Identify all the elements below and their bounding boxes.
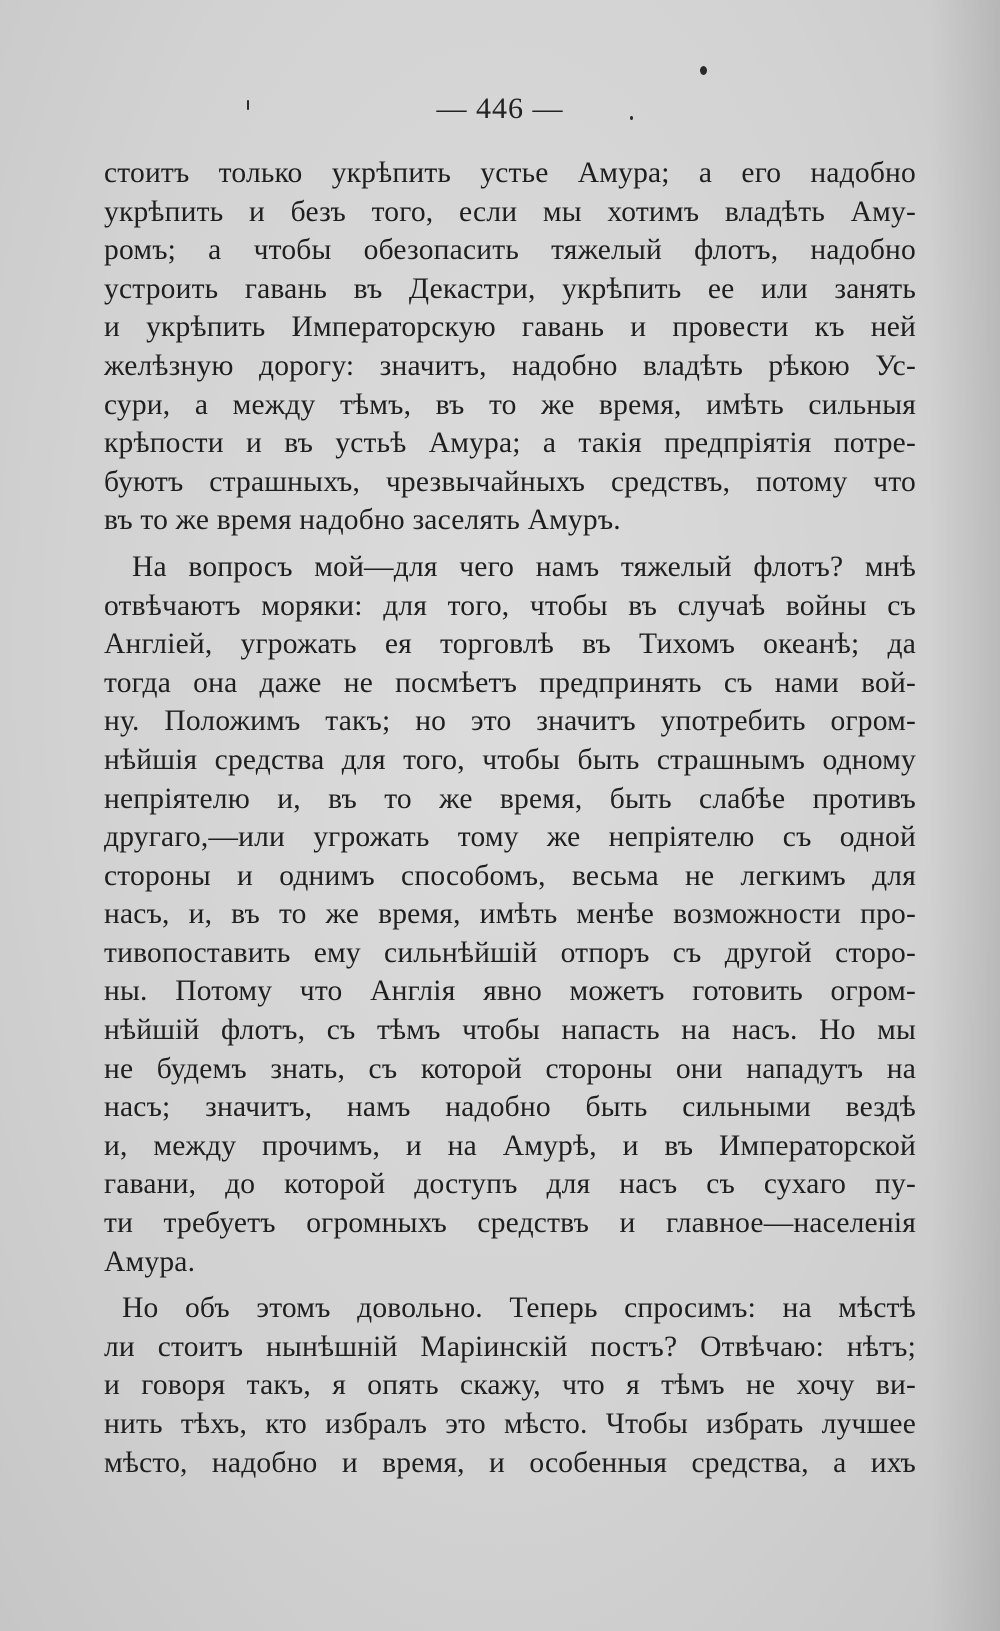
text-line: и говоря такъ, я опять скажу, что я тѣмъ не хочу ви- [104,1369,916,1402]
text-line: ти требуетъ огромныхъ средствъ и главное—населенія [104,1207,916,1240]
text-line: нѣйшій флотъ, съ тѣмъ чтобы напасть на насъ. Но мы [104,1014,916,1047]
text-line: ли стоитъ нынѣшній Маріинскій постъ? Отвѣчаю: нѣтъ; [104,1330,916,1363]
text-line: ну. Положимъ такъ; но это значитъ употребить огром- [104,705,916,738]
text-line: устроить гавань въ Декастри, укрѣпить ее или занять [104,272,916,305]
text-line: стоитъ только укрѣпить устье Амура; а его надобно [104,157,916,189]
text-line: нить тѣхъ, кто избралъ это мѣсто. Чтобы избрать лучшее [104,1408,916,1440]
text-line: и укрѣпить Императорскую гавань и провести къ ней [104,311,916,344]
text-line: сури, а между тѣмъ, въ то же время, имѣть сильныя [104,388,916,421]
text-line: буютъ страшныхъ, чрезвычайныхъ средствъ, потому что [104,465,916,498]
text-line: не будемъ знать, съ которой стороны они нападутъ на [104,1052,916,1085]
ink-speck [247,100,249,110]
ink-speck [700,66,707,75]
ink-speck [630,116,633,120]
text-line: другаго,—или угрожать тому же непріятелю съ одной [104,821,916,854]
text-line: нѣйшія средства для того, чтобы быть страшнымъ одному [104,743,916,776]
text-line: мѣсто, надобно и время, и особенныя средства, а ихъ [104,1446,916,1479]
text-line: тогда она даже не посмѣетъ предпринять съ нами вой- [104,666,916,699]
body-text [104,154,916,1482]
text-line: тивопоставить ему сильнѣйшій отпоръ съ другой сторо- [104,936,916,969]
text-line: и, между прочимъ, и на Амурѣ, и въ Императорской [104,1129,916,1162]
text-line: насъ, и, въ то же время, имѣть менѣе возможности про- [104,898,916,931]
text-line: непріятелю и, въ то же время, быть слабѣе противъ [104,782,916,815]
text-line: ромъ; а чтобы обезопасить тяжелый флотъ, надобно [104,234,916,267]
text-line: крѣпости и въ устьѣ Амура; а такія предпріятія потре- [104,427,916,460]
page-number: — 446 — [436,92,564,125]
text-line: ны. Потому что Англія явно можетъ готовить огром- [104,975,916,1008]
text-line: въ то же время надобно заселять Амуръ. [104,504,621,537]
text-line-indented: Но объ этомъ довольно. Теперь спросимъ: на мѣстѣ [122,1292,916,1325]
page-edge-shadow [930,0,1000,1631]
text-line: отвѣчаютъ моряки: для того, чтобы въ случаѣ войны съ [104,589,916,622]
text-line-indented: На вопросъ мой—для чего намъ тяжелый флотъ? мнѣ [132,550,916,583]
text-line: желѣзную дорогу: значитъ, надобно владѣть рѣкою Ус- [104,349,916,382]
text-line: гавани, до которой доступъ для насъ съ сухаго пу- [104,1168,916,1201]
text-line: насъ; значитъ, намъ надобно быть сильными вездѣ [104,1091,916,1124]
text-line: укрѣпить и безъ того, если мы хотимъ владѣть Аму- [104,195,916,228]
text-line: Англіей, угрожать ея торговлѣ въ Тихомъ океанѣ; да [104,628,916,661]
text-line: стороны и однимъ способомъ, весьма не легкимъ для [104,859,916,892]
text-line: Амура. [104,1245,196,1278]
